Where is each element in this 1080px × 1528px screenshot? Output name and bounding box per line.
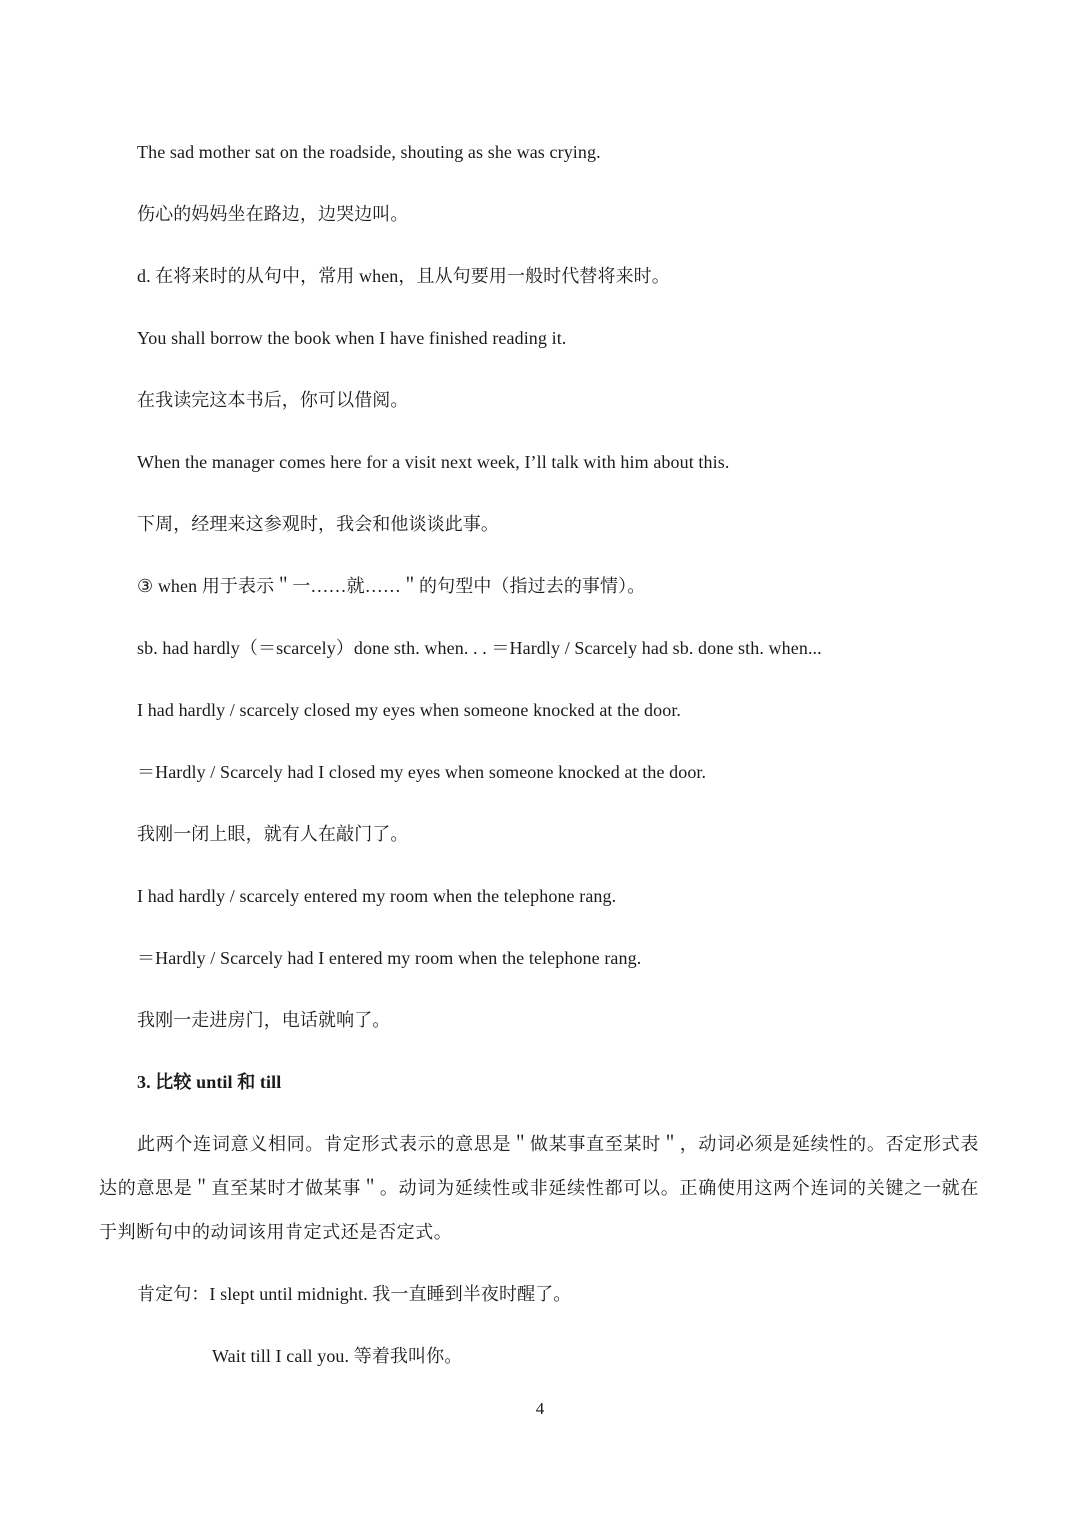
translation: 我刚一走进房门，电话就响了。 — [137, 1010, 391, 1030]
example-sentence: You shall borrow the book when I have finished reading it. — [137, 328, 567, 348]
example-sentence: When the manager comes here for a visit next week, I’ll talk with him about this. — [137, 452, 730, 472]
example-sentence: I had hardly / scarcely closed my eyes when someone knocked at the door. — [137, 700, 682, 720]
example-affirmative: 肯定句：I slept until midnight. 我一直睡到半夜时醒了。 — [137, 1284, 572, 1304]
example-sentence: I had hardly / scarcely entered my room when the telephone rang. — [137, 886, 617, 906]
translation: 在我读完这本书后，你可以借阅。 — [137, 390, 409, 410]
example-affirmative: Wait till I call you. 等着我叫你。 — [212, 1346, 463, 1366]
rule-item-3: ③ when 用于表示＂一……就……＂的句型中（指过去的事情）。 — [137, 576, 646, 596]
example-sentence: The sad mother sat on the roadside, shouting as she was crying. — [137, 142, 601, 162]
pattern-formula: sb. had hardly（＝scarcely）done sth. when. . . ＝Hardly / Scarcely had sb. done sth. when... — [137, 638, 822, 658]
section-heading: 3. 比较 until 和 till — [137, 1072, 282, 1092]
page-number: 4 — [535, 1399, 545, 1418]
translation: 下周，经理来这参观时，我会和他谈谈此事。 — [137, 514, 499, 534]
translation: 伤心的妈妈坐在路边，边哭边叫。 — [137, 204, 409, 224]
example-sentence: ＝Hardly / Scarcely had I entered my room when the telephone rang. — [137, 948, 642, 968]
rule-item-d: d. 在将来时的从句中，常用 when，且从句要用一般时代替将来时。 — [137, 266, 670, 286]
body-paragraph: 此两个连词意义相同。肯定形式表示的意思是＂做某事直至某时＂，动词必须是延续性的。否定形式表达的意思是＂直至某时才做某事＂。动词为延续性或非延续性都可以。正确使用这两个连词的关键之一就在于判断句中的动词该用肯定式还是否定式。 — [99, 1134, 979, 1242]
translation: 我刚一闭上眼，就有人在敲门了。 — [137, 824, 409, 844]
example-sentence: ＝Hardly / Scarcely had I closed my eyes when someone knocked at the door. — [137, 762, 707, 782]
